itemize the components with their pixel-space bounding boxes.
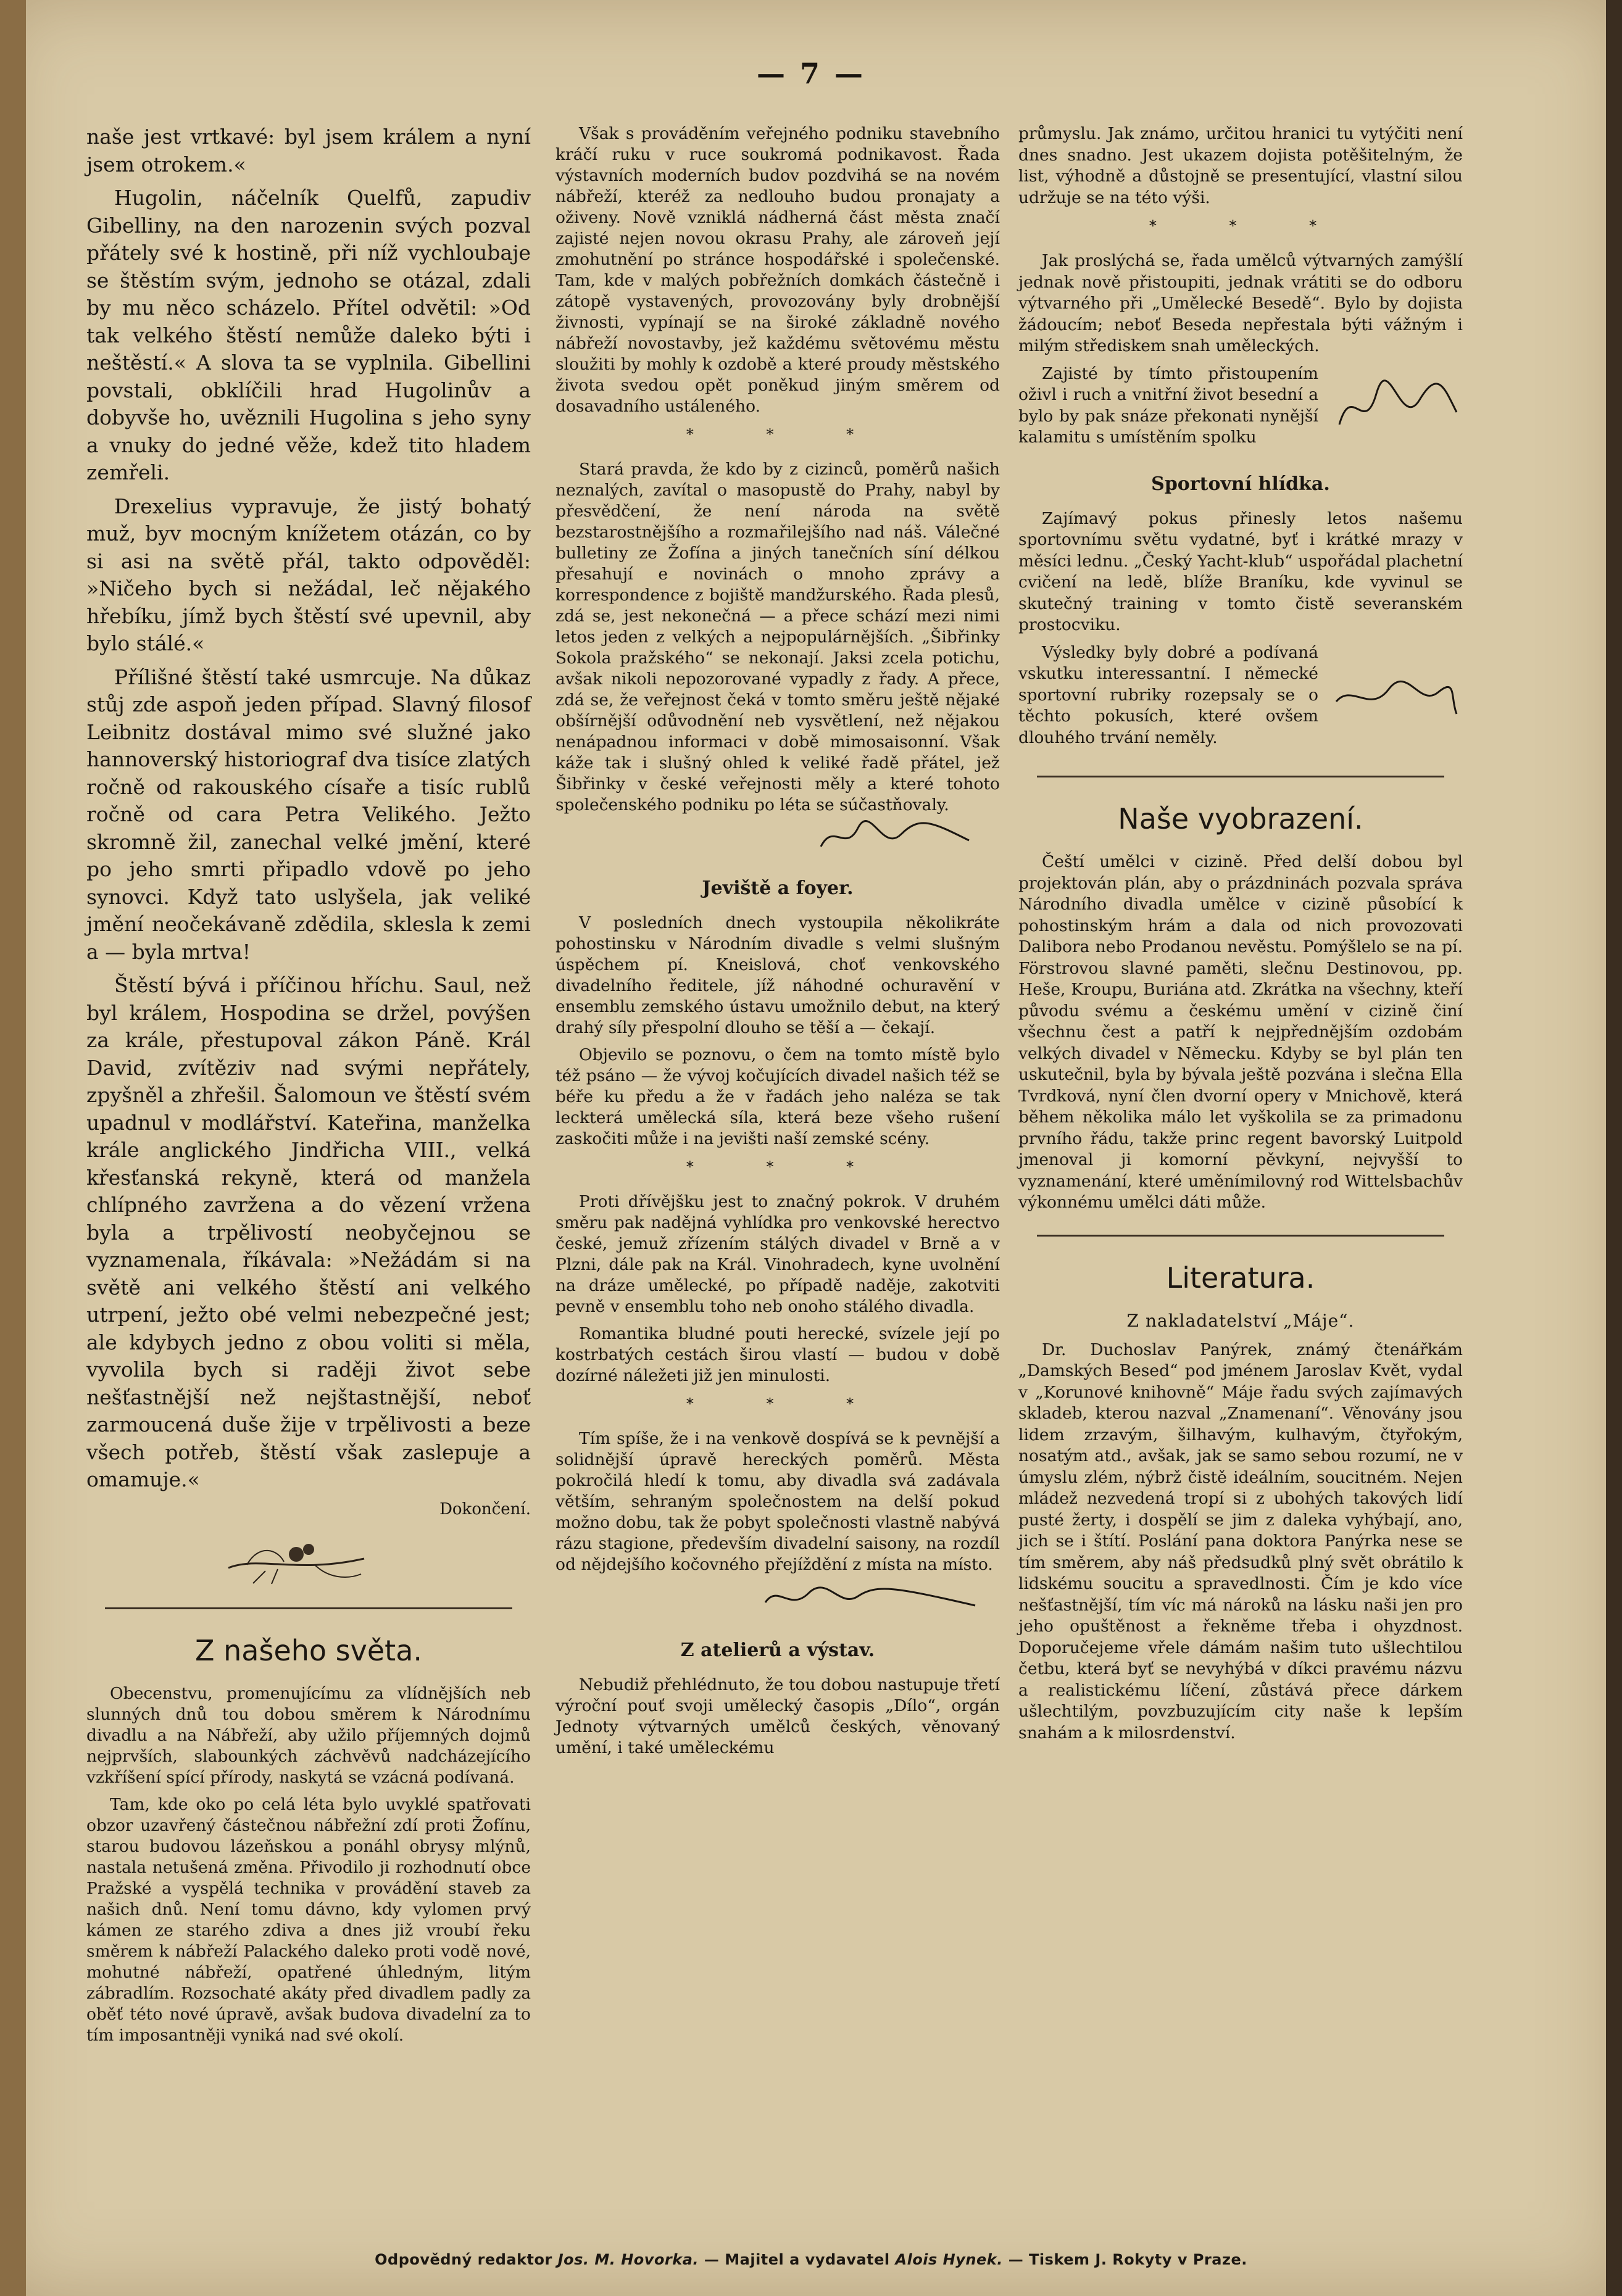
paragraph: Stará pravda, že kdo by z cizinců, poměrů našich neznalých, zavítal o masopustě do Prahy, nabyl by přesvědčení, že není národa na světě bezstarostnějšího a rozmařilejšího nad náš. Válečné bulletiny ze Žofína a jiných tanečních síní délkou přesahují e novinách o mnoho zprávy a korrespondence z bojiště mandžurského. Řada plesů, zdá se, jest nekonečná — a přece schází mezi nimi letos jeden z velkých a nejpopulárnějších. „Šibřinky Sokola pražského“ se nekonají. Jaksi zcela potichu, avšak nikoli nepozorované vypadly z řady. A přece, zdá se, že veřejnost čeká v tomto směru ještě nějaké obšírnější odůvodnění neb vysvětlení, než nějakou nenápadnou informaci v době mimosaisonní. Však káže tak i slušný ohled k veliké řadě přátel, jež Šibřinky v české veřejnosti měly a které tohoto společenského podniku po léta se súčastňovaly.	[555, 460, 1000, 814]
floral-ornament-icon	[222, 1531, 370, 1586]
footer-lead: Odpovědný redaktor	[375, 2251, 552, 2268]
section-heading: Literatura.	[1166, 1261, 1315, 1295]
imprint-footer	[0, 2251, 1622, 2268]
paragraph: Objevilo se poznovu, o čem na tomto místě bylo též psáno — že vývoj kočujících divadel našich též se béře ku předu a že v řadách jeho naléza se tak leckterá umělecká síla, která beze všeho rušení zaskočiti může i na jevišti naší zemské scény.	[555, 1045, 1000, 1148]
paragraph: Dr. Duchoslav Panýrek, známý čtenářkám „Damských Besed“ pod jménem Jaroslav Květ, vydal v „Korunové knihovně“ Máje řadu svých zajímavých skladeb, kterou nazval „Znamenaní“. Věnovány jsou lidem zrzavým, šilhavým, kulhavým, čtyřokým, nosatým atd., avšak, jak se samo sebou rozumí, ne v úmyslu zlém, nýbrž čistě ideálním, soucitném. Nejen mládež nezvedená tropí si z ubohých takových lidí pusté žerty, i dospělí se jim z daleka vyhýbají, ano, jich se i štítí. Poslání pana doktora Panýrka nese se tím směrem, aby náš předsudků plný svět obrátilo k lidskému soucitu a spravedlnosti. Čím je kdo více nešťastnější, tím víc má nároků na lásku naši jen pro jeho opuštěnost a řekněme třeba i ohyzdnost. Doporučejeme vřele dámám našim tuto ušlechtilou četbu, která byť se nevyhýbá v díkci pravému názvu a realistickému líčení, zůstává přece dárkem ušlechtilým, povzbuzujícím city naše k lepším snahám a k milosrdenství.	[1018, 1340, 1463, 1743]
column-2	[555, 123, 1000, 1765]
paragraph: Tím spíše, že i na venkově dospívá se k pevnější a solidnější úpravě hereckých poměrů. Města pokročilá hledí k tomu, aby divadla svá zadávala větším, sehraným společnostem na delší pokud možno dobu, tak že pobyt společnosti vlastně nabývá rázu stagione, především divadelní saisony, na rozdíl od nějdejšího kočovného přejíždění z místa na místo.	[555, 1429, 1000, 1574]
section-heading: Z atelierů a výstav.	[680, 1639, 875, 1661]
paragraph: Hugolin, náčelník Quelfů, zapudiv Gibelliny, na den narozenin svých pozval přátely své k hostině, při níž vychloubaje se štěstím svým, jednoho se otázal, zdali by mu něco scházelo. Přítel odvětil: »Od tak velkého štěstí nemůže daleko býti i neštěstí.« A slova ta se vyplnila. Gibellini povstali, obklíčili hrad Hugolinův a dobyvše ho, uvěznili Hugolina s jeho syny a vnuky do jedné věže, kdež tito hladem zemřeli.	[86, 186, 531, 484]
section-heading: Naše vyobrazení.	[1118, 802, 1363, 835]
column-1	[86, 123, 531, 2052]
paragraph: naše jest vrtkavé: byl jsem králem a nyní jsem otrokem.«	[86, 125, 531, 176]
publisher-subheading: Z nakladatelství „Máje“.	[1126, 1310, 1355, 1331]
signature-icon	[1327, 369, 1463, 449]
footer-tail: — Tiskem J. Rokyty v Praze.	[1008, 2251, 1247, 2268]
signature-icon	[815, 816, 975, 859]
page-number: — 7 —	[756, 57, 866, 90]
section-heading: Z našeho světa.	[195, 1633, 422, 1667]
section-heading: Jeviště a foyer.	[702, 877, 854, 899]
signature-icon	[759, 1578, 981, 1621]
paragraph: Přílišné štěstí také usmrcuje. Na důkaz stůj zde aspoň jeden případ. Slavný filosof Leibnitz dostával mimo své služné jako hannoverský historiograf dva tisíce zlatých ročně od rakouského císaře a tisíc rublů ročně od cara Petra Velikého. Ježto skromně žil, zanechal velké jmění, které po jeho smrti připadlo vdově po jeho synovci. Když tato uslyšela, jak veliké jmění neočekávaně zdědila, sklesla k zemi a — byla mrtva!	[86, 665, 531, 964]
paragraph: Proti dřívějšku jest to značný pokrok. V druhém směru pak nadějná vyhlídka pro venkovské herectvo české, jemuž zřízením stálých divadel v Brně a v Plzni, dále pak na Král. Vinohradech, kyne uvolnění na dráze umělecké, po případě naděje, zakotviti pevně v ensemblu toho neb onoho stálého divadla.	[555, 1192, 1000, 1316]
footer-editor: Jos. M. Hovorka.	[557, 2251, 699, 2268]
footer-publisher: Alois Hynek.	[895, 2251, 1003, 2268]
column-3	[1018, 123, 1463, 1750]
section-stars: * * *	[686, 426, 888, 443]
paragraph: Výsledky byly dobré a podívaná vskutku interessantní. I německé sportovní rubriky rozepsaly se o těchto pokusích, které ovšem dlouhého trvání neměly.	[1018, 642, 1318, 747]
left-page-edge	[0, 0, 26, 2296]
section-stars: * * *	[1149, 217, 1351, 234]
section-stars: * * *	[686, 1158, 888, 1175]
section-divider	[1037, 1235, 1444, 1237]
paragraph: Zajisté by tímto přistoupením oživl i ruch a vnitřní život besední a bylo by pak snáze překonati nynější kalamitu s umístěním spolku	[1018, 363, 1318, 447]
footer-middle: — Majitel a vydavatel	[704, 2251, 890, 2268]
paragraph: Obecenstvu, promenujícímu za vlídnějších neb slunných dnů tou dobou směrem k Národnímu divadlu a na Nábřeží, aby užilo příjemných dojmů nejprvších, slabounkých záchvěvů nadcházejícího vzkříšení spící přírody, naskytá se vzácná podívaná.	[86, 1683, 531, 1787]
article-ending: Dokončení.	[439, 1499, 531, 1519]
paragraph: Však s prováděním veřejného podniku stavebního kráčí ruku v ruce soukromá podnikavost. Řada výstavních moderních budov pozdvihá se na novém nábřeží, kteréž za nedlouho budou pronajaty a oživeny. Nově vzniklá nádherná část města značí zajisté nejen novou okrasu Prahy, ale zároveň její zmohutnění po stránce hospodářské i společenské. Tam, kde v malých pobřežních domkách částečně i zátopě vystavených, provozovány byly drobnější živnosti, vypínají se na široké základně nového nábřeží novostavby, jež každému světovému městu sloužiti by mohly k ozdobě a které proudy městského života svedou opět poněkud jiným směrem od dosavadního ustáleného.	[555, 124, 1000, 416]
paragraph: Čeští umělci v cizině. Před delší dobou byl projektován plán, aby o prázdninách pozvala správa Národního divadla umělce v cizině působící k pohostinským hrám a dala od nich provozovati Dalibora nebo Prodanou nevěstu. Pomýšlelo se na pí. Förstrovou slavné paměti, slečnu Destinovou, pp. Heše, Kroupu, Buriána atd. Zkrátka na všechny, kteří původu svému a českému umění v cizině činí všechnu čest a patří k nejpřednějším ozdobám velkých divadel v Německu. Kdyby se byl plán ten uskutečnil, byla by bývala ještě pozvána i slečna Ella Tvrdková, nyní člen dvorní opery v Mnichově, která během několika málo let vyškolila se za primadonu prvního řádu, takže princ regent bavorský Luitpold jmenoval ji komorní pěvkyní, nejvyšší to vyznamenání, které uměnímilovný rod Wittelsbachův výkonnému umělci dáti může.	[1018, 852, 1463, 1212]
section-stars: * * *	[686, 1395, 888, 1412]
paragraph: Nebudiž přehlédnuto, že tou dobou nastupuje třetí výroční pouť svoji umělecký časopis „Dílo“, orgán Jednoty výtvarných umělců českých, věnovaný umění, i také uměleckému	[555, 1675, 1000, 1757]
paragraph: V posledních dnech vystoupila několikráte pohostinsku v Národním divadle s velmi slušným úspěchem pí. Kneislová, choť venkovského divadelního ředitele, jíž náhodné ochuravění v ensemblu zemského ústavu umožnilo debut, na který drahý síly přespolní dlouho se těší a — čekají.	[555, 913, 1000, 1037]
paragraph: Romantika bludné pouti herecké, svízele její po kostrbatých cestách širou vlastí — budou v době dozírné náležeti již jen minulosti.	[555, 1324, 1000, 1385]
signed-paragraph	[1018, 363, 1463, 455]
section-divider	[1037, 776, 1444, 777]
paragraph: průmyslu. Jak známo, určitou hranici tu vytýčiti není dnes snadno. Jest ukazem dojista potěšitelným, že list, výhodně a důstojně se presentující, vlastní silou udržuje se na této výši.	[1018, 124, 1463, 207]
section-heading: Sportovní hlídka.	[1151, 473, 1330, 495]
paragraph: Štěstí bývá i příčinou hříchu. Saul, než byl králem, Hospodina se držel, povýšen za krále, přestupoval zákon Páně. Král David, zvítěziv nad svými nepřátely, zpyšněl a zhřešil. Šalomoun ve štěstí svém upadnul v modlářství. Kateřina, manželka krále anglického Jindřicha VIII., velká křesťanská rekyně, která od manžela chlípného zavržena a do vězení vržena byla a trpělivostí neobyčejnou se vyznamenala, říkávala: »Nežádám si na světě ani velkého štěstí ani velkého utrpení, ježto obé velmi nebezpečné jest; ale kdybych jedno z obou voliti si měla, vyvolila bych si raději život sebe nešťastnější než nejštastnější, neboť zarmoucená duše žije v trpělivosti a beze všech potřeb, štěstí však zaslepuje a omamuje.«	[86, 973, 531, 1491]
paragraph: Zajímavý pokus přinesly letos našemu sportovnímu světu vydatné, byť i krátké mrazy v měsíci lednu. „Český Yacht-klub“ uspořádal plachetní cvičení na ledě, blíže Braníku, kde vyvinul se skutečný training v tomto čistě severanském prostocviku.	[1018, 508, 1463, 634]
signed-paragraph	[1018, 642, 1463, 755]
section-divider	[105, 1607, 512, 1609]
signature-icon	[1327, 665, 1463, 732]
paragraph: Drexelius vypravuje, že jistý bohatý muž, byv mocným knížetem otázán, co by si asi na světě přál, takto odpověděl: »Ničeho bych si nežádal, leč nějakého hřebíku, jímž bych štěstí své upevnil, aby bylo stálé.«	[86, 494, 531, 655]
right-page-edge	[1606, 0, 1622, 2296]
paragraph: Jak proslýchá se, řada umělců výtvarných zamýšlí jednak nově přistoupiti, jednak vrátiti se do odboru výtvarného při „Umělecké Besedě“. Bylo by dojista žádoucím; neboť Beseda nepřestala býti vážným i milým střediskem snah uměleckých.	[1018, 251, 1463, 355]
paragraph: Tam, kde oko po celá léta bylo uvyklé spatřovati obzor uzavřený částečnou nábřežní zdí proti Žofínu, starou budovou lázeňskou a ponáhl obrysy mlýnů, nastala netušená změna. Přivodilo ji rozhodnutí obce Pražské a vyspělá technika v provádění staveb za našich dnů. Není tomu dávno, kdy vylomen prvý kámen ze starého zdiva a dnes již vroubí řeku směrem k nábřeží Palackého daleko proti vodě nové, mohutné nábřeží, opatřené úhledným, litým zábradlím. Rozsochaté akáty před divadlem padly za oběť této nové úpravě, avšak budova divadelní za to tím imposantněji vyniká nad své okolí.	[86, 1794, 531, 2045]
